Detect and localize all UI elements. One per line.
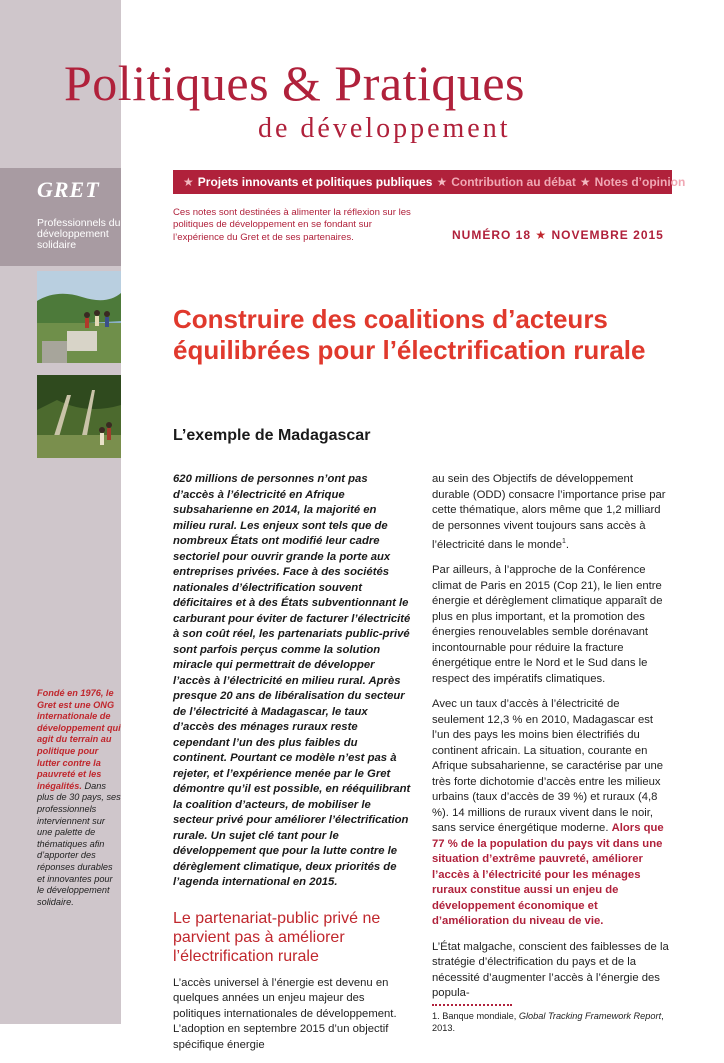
issue-info [452,228,664,242]
gret-description-highlight: Fondé en 1976, le Gret est une ONG internationale de développement qui agit du terrain au politique pour lutter contre la pauvreté et les inégalités. [37,688,121,791]
star-icon: ★ [436,175,448,189]
issue-date: NOVEMBRE 2015 [551,228,664,242]
gret-logo: GRET [37,177,100,202]
footnote-title: Global Tracking Framework Report [518,1010,662,1021]
masthead-subtitle: de développement [258,113,511,144]
series-intro: Ces notes sont destinées à alimenter la réflexion sur les politiques de développement en se fondant sur l’expérience du Gret et de ses partenaires. [173,207,411,243]
footnote-prefix: 1. Banque mondiale, [432,1010,517,1021]
photo-workers-trees [37,375,121,458]
gret-description [37,688,121,908]
body-paragraph: L’État malgache, conscient des faiblesses de la stratégie d’électrification du pays et de la nécessité d’augmenter l’accès à l’énergie des popula- [432,940,669,1000]
gret-tagline: Professionnels du développement solidaire [37,217,121,251]
star-icon: ★ [535,228,548,242]
footnote [432,1010,672,1034]
body-paragraph [432,697,672,930]
footnote-ref[interactable]: 1 [561,538,566,545]
highlight-text: Alors que 77 % de la population du pays vit dans une situation d’extrême pauvreté, améliorer l’accès à l’électricité pour les ménages ruraux constitue aussi un enjeu de développement économique et d’amélioration du niveau de vie. [432,822,664,928]
footnote-divider [432,1004,512,1006]
article-title: Construire des coalitions d’acteurs équilibrées pour l’électrification rurale [173,304,646,365]
category-item: Notes d’opinion [594,175,686,189]
issue-number: NUMÉRO 18 [452,228,532,242]
body-text: Avec un taux d’accès à l’électricité de seulement 12,3 % en 2010, Madagascar est l’un des pays les moins bien électrifiés du continent africain. La situation, courante en Afrique subsaharienne, se caractérise par une très forte dichotomie d’accès entre les milieux urbains (taux d’accès de 39 %) et ruraux (4,8 %). 14 millions de ruraux vivent dans le noir, sans service énergétique moderne. [432,698,664,835]
star-icon: ★ [183,175,194,189]
category-bar [173,170,686,194]
photo-field-workers [37,271,121,363]
masthead-title: Politiques & Pratiques [64,55,525,111]
category-item: Contribution au débat [451,175,576,189]
body-paragraph: L’accès universel à l’énergie est devenu en quelques années un enjeu majeur des politiques internationales de développement. L’adoption en septembre 2015 d’un objectif spécifique énergie [173,976,397,1051]
column-right [432,472,672,1034]
star-icon: ★ [579,175,591,189]
body-text: au sein des Objectifs de développement durable (ODD) consacre l’importance prise par cette thématique, alors même que 1,2 milliard de personnes vivent toujours sans accès à l’électricité dans le monde [432,473,666,551]
body-paragraph: au sein des Objectifs de développement durable (ODD) consacre l’importance prise par cette thématique, alors même que 1,2 milliard de personnes vivent toujours sans accès à l’électricité dans le monde$^1$. [432,473,666,551]
body-paragraph: Par ailleurs, à l’approche de la Conférence climat de Paris en 2015 (Cop 21), le lien entre énergie et dérèglement climatique apparaît de plus en plus important, et la promotion des énergies renouvelables semble dorénavant incontournable pour réduire la fracture énergétique entre le Nord et le Sud dans le respect des impératifs climatiques. [432,564,663,685]
article-subtitle: L’exemple de Madagascar [173,427,371,444]
category-item: Projets innovants et politiques publiques [197,175,433,189]
section-heading: Le partenariat-public privé ne parvient pas à améliorer l’électrification rurale [173,909,381,965]
article-lead: 620 millions de personnes n’ont pas d’accès à l’électricité en Afrique subsaharienne en 2014, la majorité en milieu rural. Les enjeux sont tels que de nombreux États ont modifié leur cadre sectoriel pour ouvrir grande la porte aux entreprises privées. Face à des sociétés nationales d’électrification souvent déficitaires et à des États subventionnant le carburant pour éviter de facturer l’électricité à son coût réel, les partenariats public-privé sont parfois perçus comme la solution miracle qui permettrait de développer l’accès à l’électricité en milieu rural. Après presque 20 ans de libéralisation du secteur de l’électricité à Madagascar, le taux d’accès des ménages ruraux reste cependant l’un des plus faibles du continent. Pourtant ce modèle n’est pas à rejeter, et l’expérience menée par le Gret démontre qu’il est possible, en rééquilibrant la coalition d’acteurs, de mobiliser le secteur privé pour améliorer l’électrification rurale. Un sujet clé tant pour le développement que pour la lutte contre le dérèglement climatique, deux priorités de l’agenda international en 2015. [173,473,411,888]
gret-description-text: Dans plus de 30 pays, ses professionnels interviennent sur une palette de thématiques afin d’apporter des réponses durables et innovantes pour le développement solidaire. [37,780,121,907]
footnote-suffix: , 2013. [432,1010,664,1033]
column-left [173,472,411,1063]
